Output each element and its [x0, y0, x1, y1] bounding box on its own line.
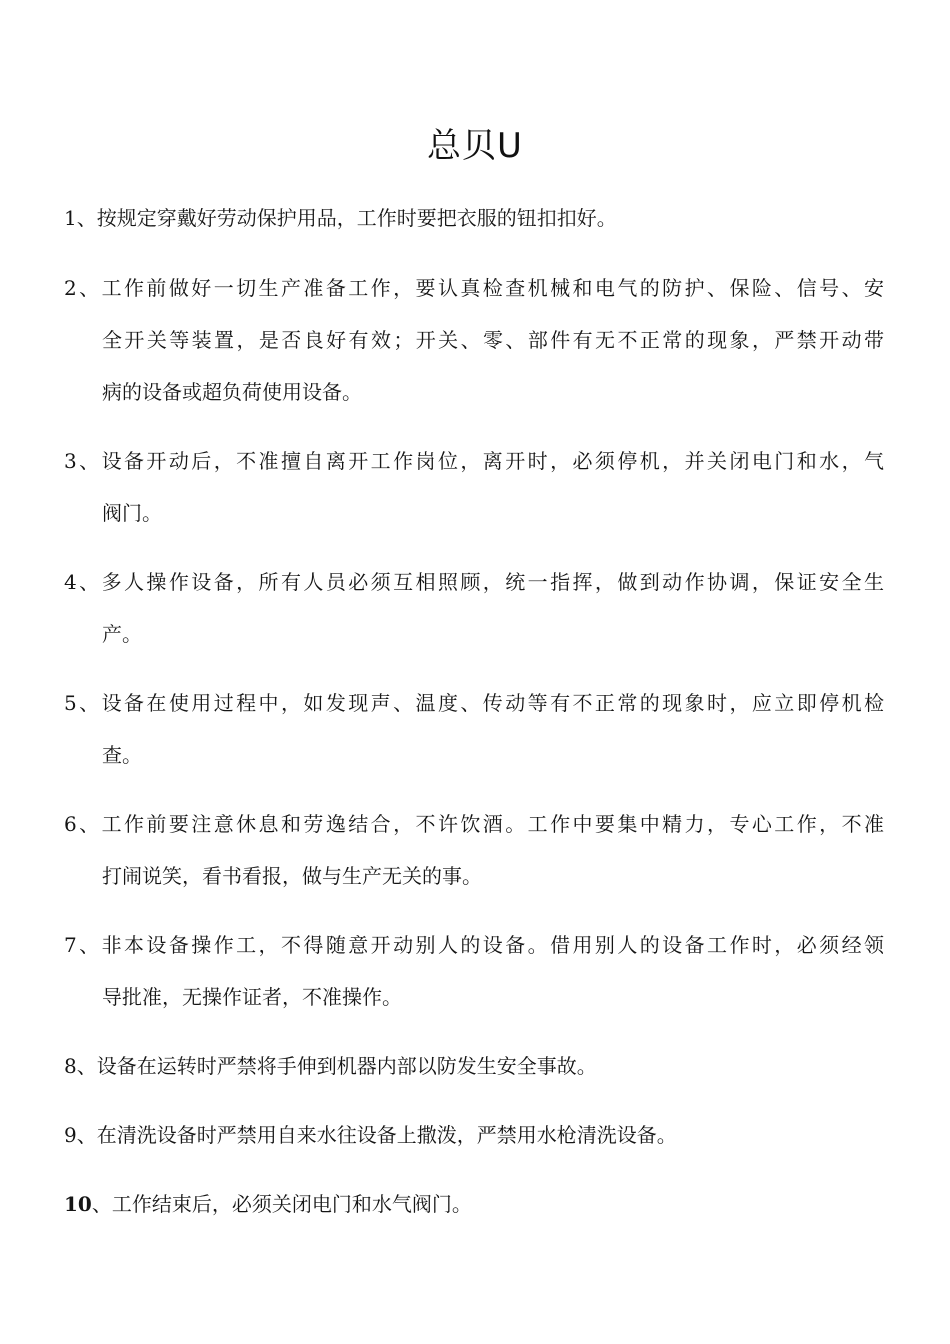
- item-number: 9: [64, 1123, 77, 1147]
- list-item-line: 病的设备或超负荷使用设备。: [102, 380, 362, 404]
- item-spacer: [64, 1023, 884, 1040]
- item-spacer: [64, 1092, 884, 1109]
- item-text: 、工作前要注意休息和劳逸结合，不许饮酒。工作中要集中精力，专心工作，不准: [76, 812, 884, 836]
- list-item-line: [64, 556, 884, 608]
- item-number: 7: [64, 933, 77, 957]
- item-number: 10: [64, 1192, 92, 1216]
- item-text: 、工作前做好一切生产准备工作，要认真检查机械和电气的防护、保险、信号、安: [76, 276, 884, 300]
- item-spacer: [64, 1161, 884, 1178]
- list-item: [64, 1109, 884, 1161]
- list-item: [64, 677, 884, 781]
- list-item: [64, 192, 884, 244]
- list-item-line: [64, 919, 884, 971]
- item-spacer: [64, 660, 884, 677]
- list-item-line: [64, 1178, 884, 1230]
- list-item: [64, 435, 884, 539]
- item-number: 5: [64, 691, 77, 715]
- item-text: 、按规定穿戴好劳动保护用品，工作时要把衣服的钮扣扣好。: [76, 206, 617, 230]
- item-number: 4: [64, 570, 77, 594]
- rules-list: [64, 192, 884, 1230]
- page-title: 总贝U: [427, 126, 523, 166]
- list-item-line: [64, 798, 884, 850]
- list-item-line: 全开关等装置，是否良好有效；开关、零、部件有无不正常的现象，严禁开动带: [102, 328, 884, 352]
- item-text: 、多人操作设备，所有人员必须互相照顾，统一指挥，做到动作协调，保证安全生: [76, 570, 884, 594]
- item-text: 、非本设备操作工，不得随意开动别人的设备。借用别人的设备工作时，必须经领: [76, 933, 884, 957]
- list-item-line: [64, 1040, 884, 1092]
- list-item-line: 打闹说笑，看书看报，做与生产无关的事。: [102, 864, 482, 888]
- item-number: 8: [64, 1054, 77, 1078]
- list-item: [64, 1178, 884, 1230]
- item-number: 1: [64, 206, 77, 230]
- item-spacer: [64, 539, 884, 556]
- list-item: [64, 798, 884, 902]
- item-text: 、设备开动后，不准擅自离开工作岗位，离开时，必须停机，并关闭电门和水，气: [76, 449, 884, 473]
- list-item: [64, 1040, 884, 1092]
- item-text: 、工作结束后，必须关闭电门和水气阀门。: [91, 1192, 472, 1216]
- item-number: 3: [64, 449, 77, 473]
- list-item-line: [64, 262, 884, 314]
- item-spacer: [64, 418, 884, 435]
- list-item-line: 查。: [102, 743, 142, 767]
- list-item-line: [64, 192, 884, 244]
- item-text: 、设备在使用过程中，如发现声、温度、传动等有不正常的现象时，应立即停机检: [76, 691, 884, 715]
- list-item-line: [64, 1109, 884, 1161]
- item-spacer: [64, 781, 884, 798]
- list-item-line: 导批准，无操作证者，不准操作。: [102, 985, 402, 1009]
- item-spacer: [64, 244, 884, 262]
- list-item-line: [64, 677, 884, 729]
- item-spacer: [64, 902, 884, 919]
- item-number: 6: [64, 812, 77, 836]
- item-text: 、在清洗设备时严禁用自来水往设备上撒泼，严禁用水枪清洗设备。: [76, 1123, 677, 1147]
- item-text: 、设备在运转时严禁将手伸到机器内部以防发生安全事故。: [76, 1054, 597, 1078]
- list-item: [64, 262, 884, 418]
- list-item-line: 阀门。: [102, 501, 162, 525]
- list-item: [64, 919, 884, 1023]
- list-item-line: [64, 435, 884, 487]
- list-item: [64, 556, 884, 660]
- item-number: 2: [64, 276, 77, 300]
- list-item-line: 产。: [102, 622, 142, 646]
